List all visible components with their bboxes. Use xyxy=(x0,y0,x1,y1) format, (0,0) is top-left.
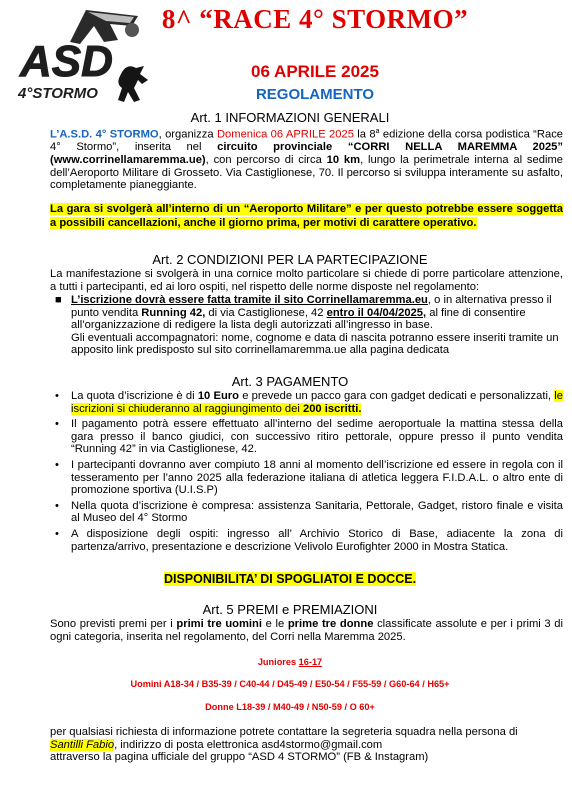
list-item: • La quota d’iscrizione è di 10 Euro e prevede un pacco gara con gadget dedicati e personalizzati, le iscrizioni si chiuderanno al raggiungimento dei 200 iscritti. xyxy=(55,390,563,415)
art1-heading: Art. 1 INFORMAZIONI GENERALI xyxy=(190,110,390,125)
art5-paragraph xyxy=(50,618,563,643)
art1-text: , con percorso di circa xyxy=(205,153,327,166)
juniores-range: 16-17 xyxy=(298,657,323,667)
contact-person: Santilli Fabio xyxy=(50,738,115,751)
organizer-name: L’A.S.D. 4° STORMO xyxy=(50,128,159,141)
contact-line: attraverso la pagina ufficiale del gruppo “ASD 4 STORMO” (FB & Instagram) xyxy=(50,751,429,764)
logo-stormo-text: 4°STORMO xyxy=(18,85,98,102)
services-banner xyxy=(50,570,530,588)
military-airport-notice xyxy=(50,202,563,230)
list-item-text: , o in alternativa presso il punto vendita xyxy=(71,294,552,319)
list-item-text: Nella quota d’iscrizione è compresa: assistenza Sanitaria, Pettorale, Gadget, ristoro finale e visita al Museo del 4° Stormo xyxy=(71,499,563,525)
list-item-text: A disposizione degli ospiti: ingresso all’ Archivio Storico di Base, adiacente la zona di partenza/arrivo, presentazione e descrizione Velivolo Eurofighter 2000 in Mostra Statica. xyxy=(71,527,563,553)
regulation-heading: REGOLAMENTO xyxy=(255,86,375,103)
art5-text: Sono previsti premi per i xyxy=(50,618,177,630)
race-date-inline: Domenica 06 APRILE 2025 xyxy=(216,128,354,141)
contact-line xyxy=(50,739,563,752)
cavallino-emblem xyxy=(118,66,148,102)
art1-paragraph xyxy=(50,126,563,192)
art5-heading: Art. 5 PREMI e PREMIAZIONI xyxy=(202,602,378,617)
art3-heading: Art. 3 PAGAMENTO xyxy=(231,374,349,389)
logo-graphic xyxy=(14,4,154,116)
page-title: 8^ “RACE 4° STORMO” xyxy=(161,4,469,34)
list-item-text: al fine di consentire all’organizzazione di redigere la lista degli autorizzati all’ingresso in base. xyxy=(71,306,526,332)
companions-note: Gli eventuali accompagnatori: nome, cognome e data di nascita potranno essere inseriti tramite un apposito link predisposto sul sito corrinellamaremma.ue alla pagina dedicata xyxy=(71,331,559,357)
list-item: ■ L’iscrizione dovrà essere fatta tramite il sito Corrinellamaremma.eu, o in alternativa presso il punto vendita Running 42, di via Castiglionese, 42 entro il 04/04/2025, al fine di consentire all’organizzazione di redigere la lista degli autorizzati all’ingresso in base. Gli eventuali accompagnatori: nome, cognome e data di nascita potranno essere inseriti tramite un apposito link predisposto sul sito corrinellamaremma.ue alla pagina dedicata xyxy=(55,294,559,357)
notice-text: La gara si svolgerà all’interno di un “Aeroporto Militare” e per questo potrebbe essere soggetta a possibili cancellazioni, anche il giorno prima, per motivi di carattere operativo. xyxy=(50,203,563,229)
juniores-label: Juniores xyxy=(257,657,299,667)
art1-text: , organizza xyxy=(158,128,217,141)
list-item: • Il pagamento potrà essere effettuato all’interno del sedime aeroportuale la mattina stessa della gara presso il banco giudici, con successivo ritiro pettorale, oppure presso il punto vendita “Running 42” in via Castiglionese, 42. xyxy=(55,418,563,456)
max-participants: 200 iscritti. xyxy=(302,402,362,415)
art2-heading: Art. 2 CONDIZIONI PER LA PARTECIPAZIONE xyxy=(152,252,428,267)
shop-name: Running 42, xyxy=(141,306,206,319)
art5-text: e le xyxy=(262,618,288,630)
art2-list xyxy=(50,294,563,357)
logo-asd-text: ASD xyxy=(20,37,113,86)
list-item-text: e prevede un pacco gara con gadget dedicati e personalizzati, xyxy=(238,390,555,402)
list-item: • I partecipanti dovranno aver compiuto 18 anni al momento dell’iscrizione ed essere in regola con il tesseramento per l’anno 2025 alla federazione italiana di atletica leggera F.I.D.A.L. o altro ente di promozione sportiva (U.I.S.P) xyxy=(55,458,563,497)
contact-line: per qualsiasi richiesta di informazione potrete contattare la segreteria squadra nella persona di xyxy=(50,726,518,738)
top-women: prime tre donne xyxy=(287,618,374,630)
services-text: DISPONIBILITA’ DI SPOGLIATOI E DOCCE. xyxy=(163,572,417,586)
list-item-text: I partecipanti dovranno aver compiuto 18 anni al momento dell’iscrizione ed essere in regola con il tesseramento per l’anno 2025 alla federazione italiana di atletica leggera F.I.D.A.L. o altro ente di promozione sportiva (U.I.S.P) xyxy=(71,458,563,497)
registration-deadline: entro il 04/04/2025, xyxy=(326,306,427,319)
art1-text: , lungo la perimetrale interna al sedime dell’Aeroporto Militare di Grosseto. Via Castiglionese, 70. Il percorso si sviluppa interamente su asfalto, completamente pianeggiante. xyxy=(50,153,563,192)
category-uomini: Uomini A18-34 / B35-39 / C40-44 / D45-49 / E50-54 / F55-59 / G60-64 / H65+ xyxy=(130,679,450,689)
event-date: 06 APRILE 2025 xyxy=(251,62,379,81)
registration-site: L’iscrizione dovrà essere fatta tramite il sito Corrinellamaremma.eu xyxy=(71,294,428,306)
list-item-text: La quota d’iscrizione è di xyxy=(71,390,198,402)
art1-text: edizione della corsa podistica “Race 4° Stormo”, inserita nel xyxy=(50,128,564,154)
list-item-text: Il pagamento potrà essere effettuato all’interno del sedime aeroportuale la mattina stessa della gara presso il banco giudici, con successivo ritiro pettorale, oppure presso il punto vendita “Running 42” in via Castiglionese, 42. xyxy=(71,418,563,456)
art1-text: la 8 xyxy=(353,128,376,141)
closing-condition: le iscrizioni si chiuderanno al raggiungimento dei xyxy=(71,390,563,415)
distance: 10 km xyxy=(326,153,361,166)
list-item: • Nella quota d’iscrizione è compresa: assistenza Sanitaria, Pettorale, Gadget, ristoro finale e visita al Museo del 4° Stormo xyxy=(55,499,563,525)
top-men: primi tre uomini xyxy=(176,618,262,630)
category-juniores xyxy=(50,657,530,667)
art1-superscript: a xyxy=(375,128,380,135)
entry-fee: 10 Euro xyxy=(197,390,239,402)
list-item: • A disposizione degli ospiti: ingresso all’ Archivio Storico di Base, adiacente la zona di partenza/arrivo, presentazione e descrizione Velivolo Eurofighter 2000 in Mostra Statica. xyxy=(55,527,563,553)
art3-list xyxy=(50,390,563,553)
asd-4-stormo-logo xyxy=(14,4,154,116)
circuit-name: circuito provinciale “CORRI NELLA MAREMMA 2025” (www.corrinellamaremma.ue) xyxy=(50,141,564,166)
category-donne: Donne L18-39 / M40-49 / N50-59 / O 60+ xyxy=(205,702,375,712)
list-item-text: di via Castiglionese, 42 xyxy=(205,306,327,319)
contact-info xyxy=(50,726,563,764)
contact-email: , indirizzo di posta elettronica asd4stormo@gmail.com xyxy=(114,738,383,751)
art5-text: classificate assolute e per i primi 3 di ogni categoria, inserita nel regolamento, del Corri nella Maremma 2025. xyxy=(50,618,563,643)
art2-intro: La manifestazione si svolgerà in una cornice molto particolare si chiede di porre particolare attenzione, a tutti i partecipanti, ed ai loro ospiti, nel rispetto delle norme disposte nel regolamento: xyxy=(50,268,563,293)
